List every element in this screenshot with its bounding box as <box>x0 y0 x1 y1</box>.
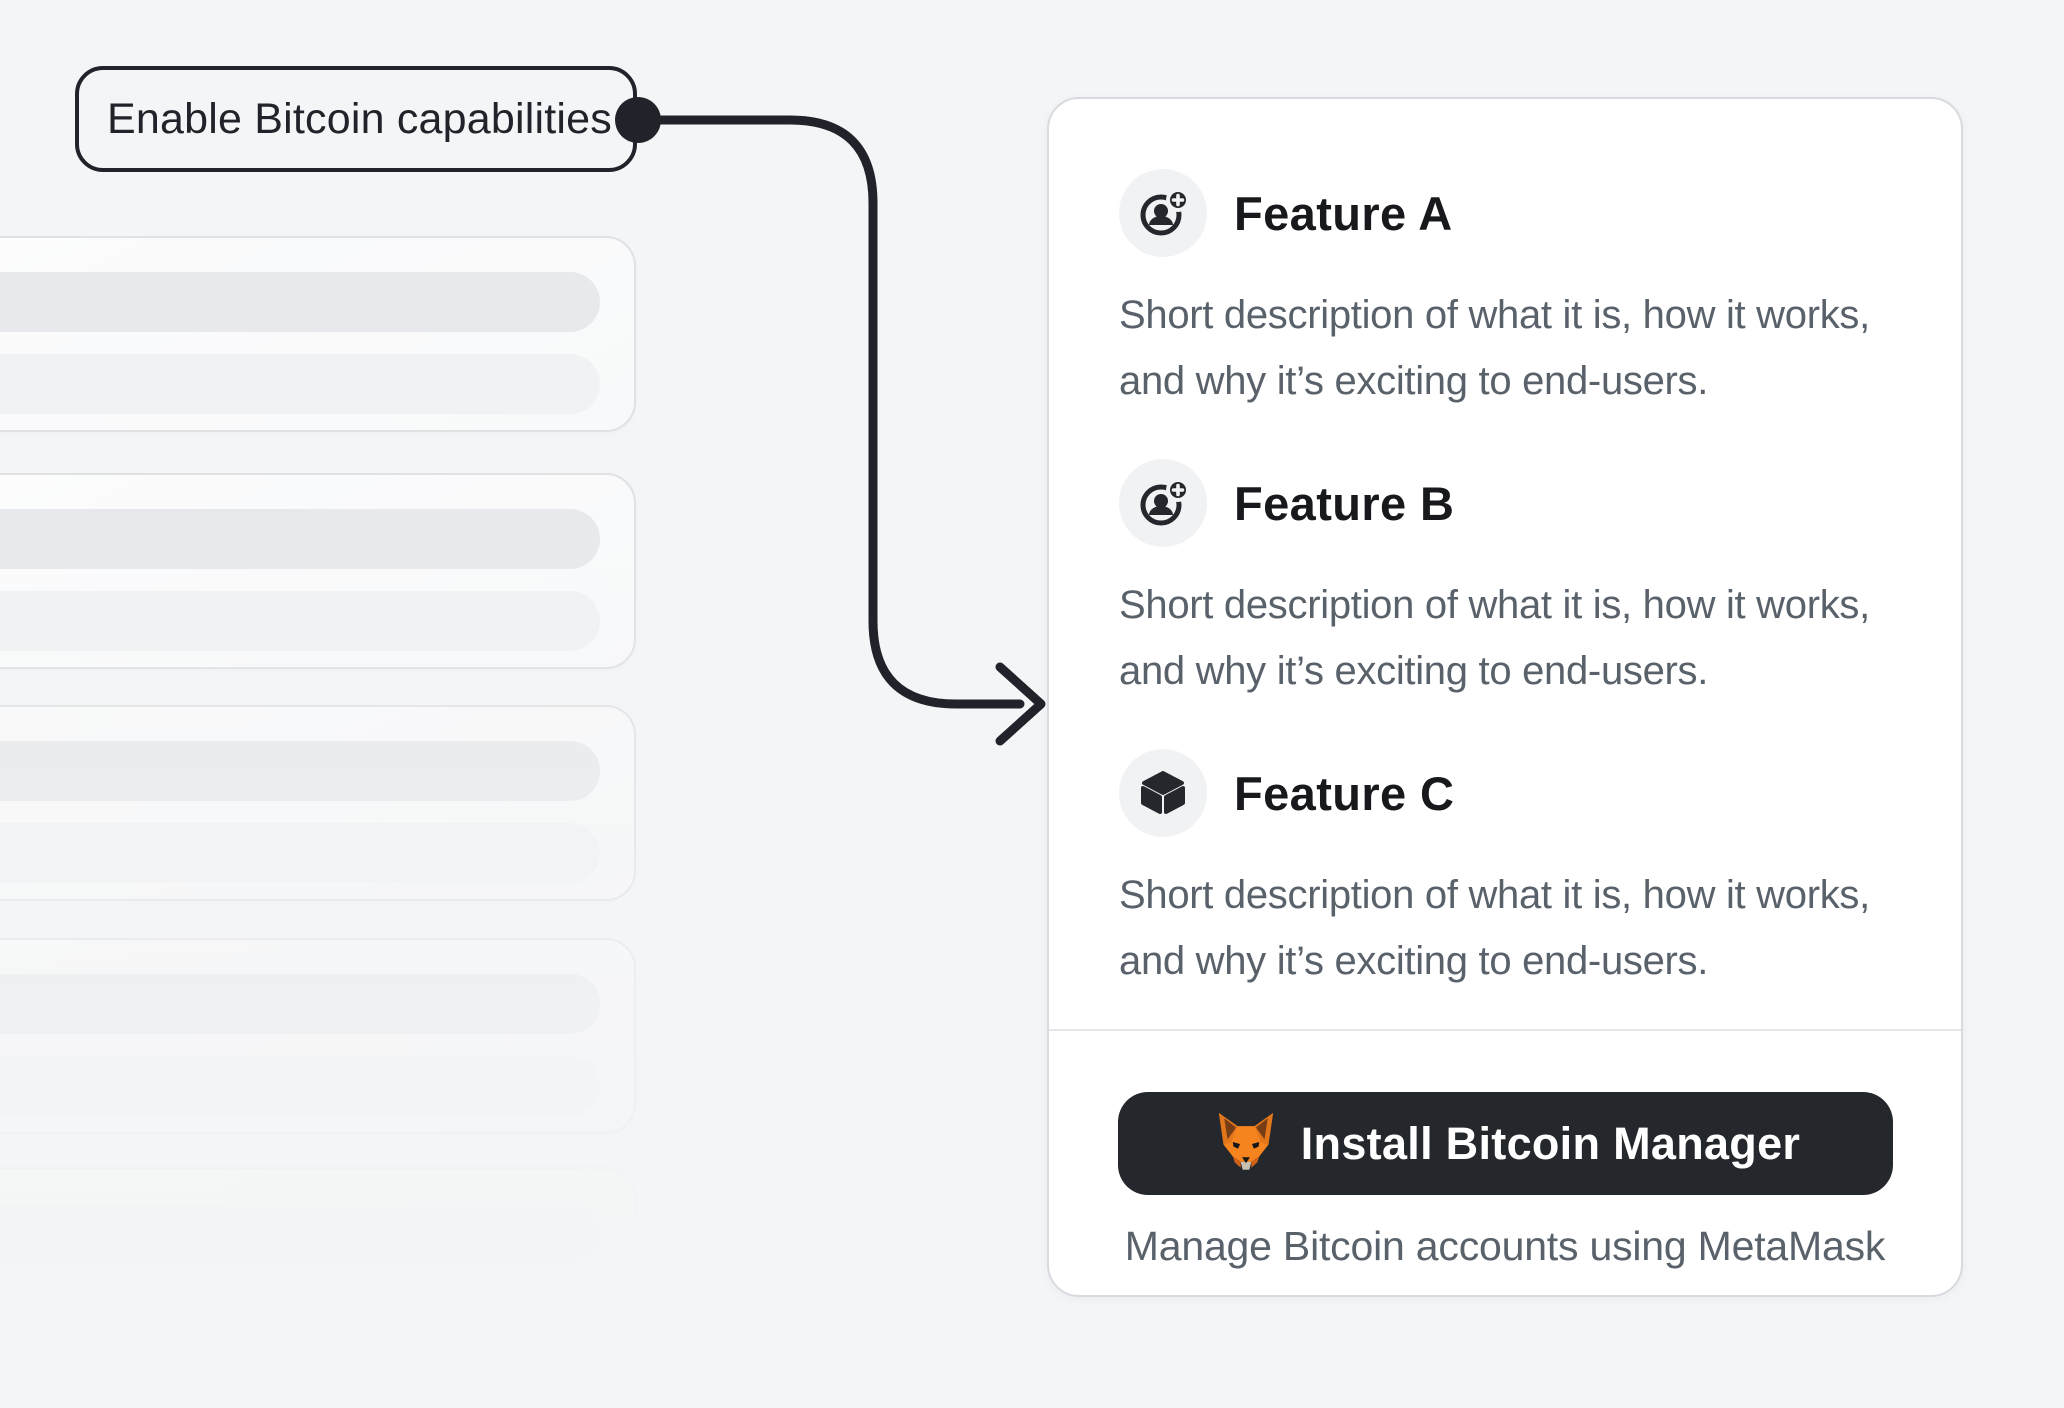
install-button-label: Install Bitcoin Manager <box>1300 1117 1801 1169</box>
install-caption: Manage Bitcoin accounts using MetaMask <box>1124 1223 1886 1269</box>
feature-description: Short description of what it is, how it works, and why it’s exciting to end-users. <box>1119 293 1870 403</box>
skeleton-card <box>0 236 636 432</box>
feature-description: Short description of what it is, how it works, and why it’s exciting to end-users. <box>1119 583 1870 693</box>
feature-icon-circle <box>1119 169 1207 257</box>
arrowhead-icon <box>1000 667 1041 741</box>
install-bitcoin-manager-button[interactable] <box>1118 1092 1893 1195</box>
feature-header <box>1119 169 1891 257</box>
feature-title: Feature C <box>1234 766 1455 820</box>
skeleton-line <box>0 591 600 651</box>
feature-icon-circle <box>1119 749 1207 837</box>
feature-row-b <box>1119 459 1891 704</box>
skeleton-line <box>0 272 600 332</box>
feature-row-a <box>1119 169 1891 414</box>
skeleton-line <box>0 354 600 414</box>
feature-title: Feature A <box>1234 186 1453 240</box>
skeleton-card <box>0 473 636 669</box>
skeleton-line <box>0 741 600 801</box>
skeleton-line <box>0 1203 600 1263</box>
skeleton-line <box>0 974 600 1034</box>
user-add-icon <box>1137 187 1189 239</box>
skeleton-card <box>0 1167 636 1363</box>
feature-description: Short description of what it is, how it works, and why it’s exciting to end-users. <box>1119 873 1870 983</box>
connector-dot <box>615 97 661 143</box>
feature-panel <box>1047 97 1963 1297</box>
feature-icon-circle <box>1119 459 1207 547</box>
annotation-label-text: Enable Bitcoin capabilities <box>107 94 612 143</box>
feature-header <box>1119 749 1891 837</box>
skeleton-line <box>0 509 600 569</box>
feature-title: Feature B <box>1234 476 1455 530</box>
user-add-icon <box>1137 477 1189 529</box>
skeleton-line <box>0 1285 600 1345</box>
cube-icon <box>1137 767 1189 819</box>
feature-header <box>1119 459 1891 547</box>
skeleton-line <box>0 1056 600 1116</box>
metamask-fox-icon <box>1211 1111 1281 1177</box>
skeleton-line <box>0 823 600 883</box>
section-divider <box>1049 1029 1961 1031</box>
skeleton-card <box>0 938 636 1134</box>
annotation-label <box>75 66 637 172</box>
feature-row-c <box>1119 749 1891 994</box>
skeleton-card <box>0 705 636 901</box>
